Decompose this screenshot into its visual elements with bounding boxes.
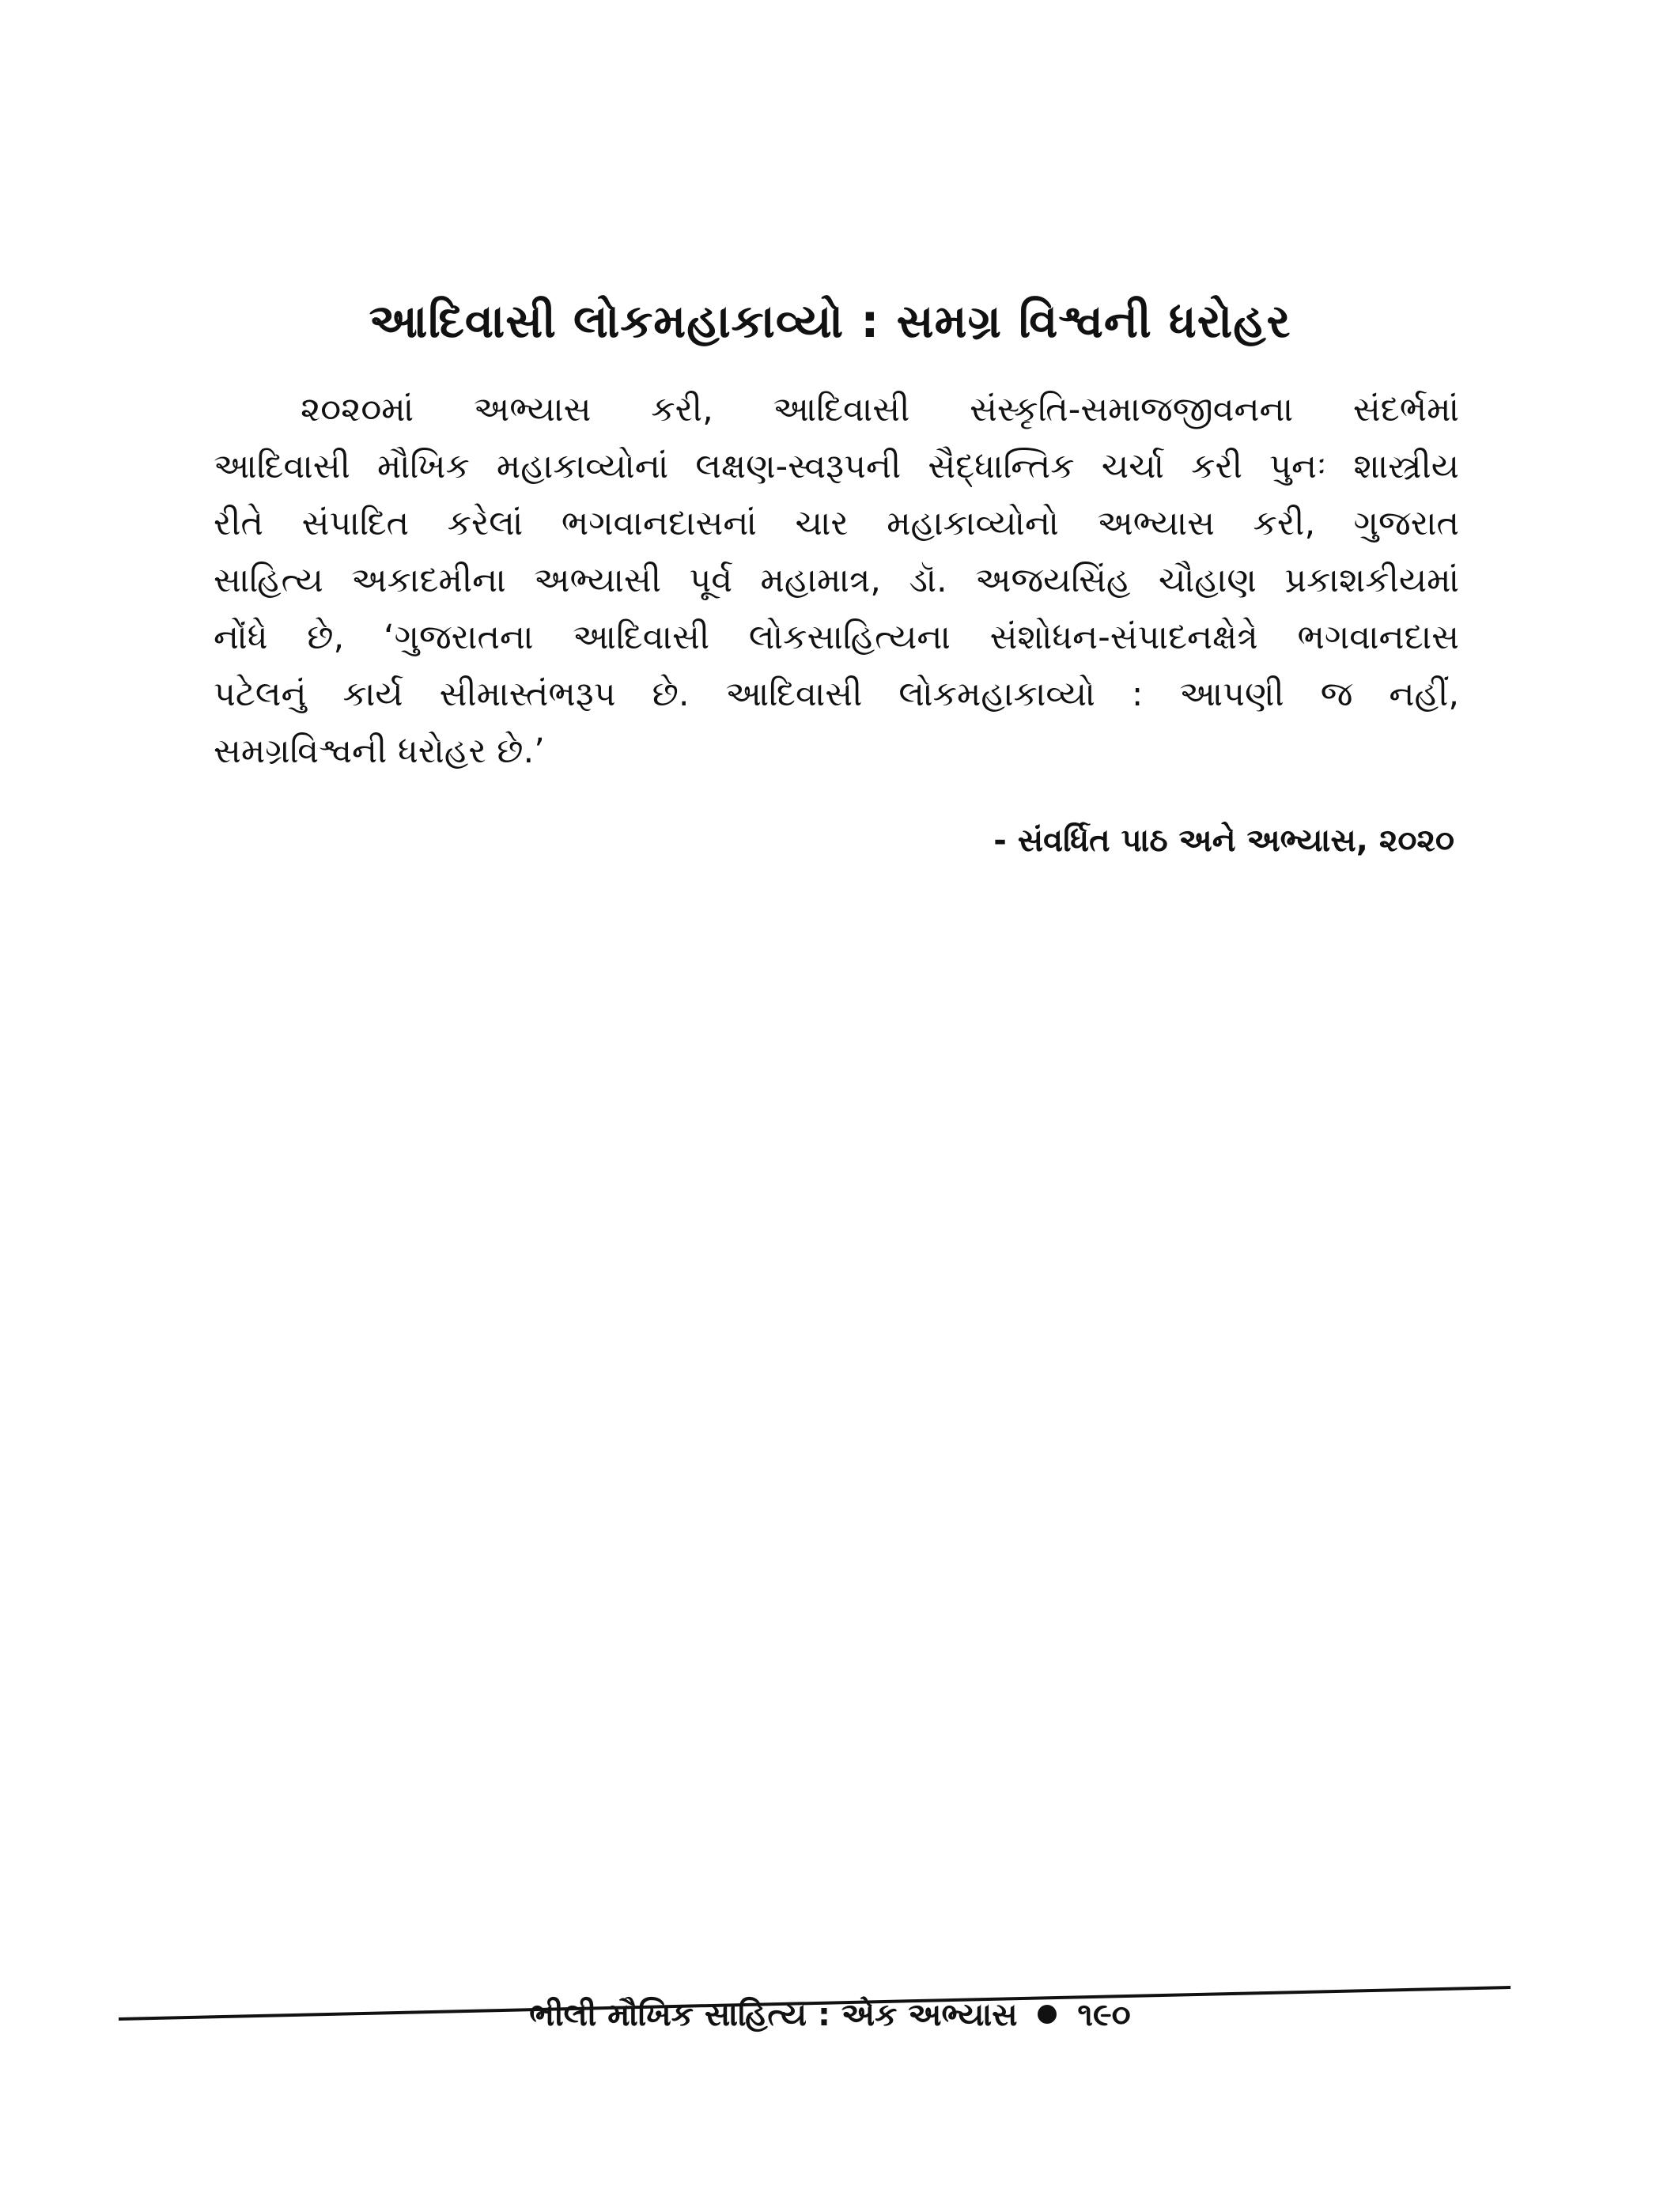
attribution: - સંવર્ધિત પાઠ અને અભ્યાસ, ૨૦૨૦ — [993, 822, 1454, 859]
paragraph-line: પટેલનું કાર્ય સીમાસ્તંભરૂપ છે. આદિવાસી લોકમહાકાવ્યો : આપણી જ નહીં, — [214, 675, 1459, 714]
paragraph-line: સાહિત્ય અકાદમીના અભ્યાસી પૂર્વ મહામાત્ર, ડૉ. અજયસિંહ ચૌહાણ પ્રકાશકીયમાં — [214, 561, 1459, 600]
paragraph-line: રીતે સંપાદિત કરેલાં ભગવાનદાસનાં ચાર મહાકાવ્યોનો અભ્યાસ કરી, ગુજરાત — [214, 504, 1459, 543]
bullet-icon — [1038, 2005, 1057, 2024]
page-title: આદિવાસી લોકમહાકાવ્યો : સમગ્ર વિશ્વની ધરોહર — [369, 294, 1291, 348]
page-footer — [0, 1997, 1660, 2033]
paragraph-line: સમગ્રવિશ્વની ધરોહર છે.’ — [214, 732, 545, 771]
page-number: ૧૯૦ — [1077, 1997, 1131, 2033]
body-paragraph — [214, 381, 1459, 780]
paragraph-line: નોંધે છે, ‘ગુજરાતના આદિવાસી લોકસાહિત્યના સંશોધન-સંપાદનક્ષેત્રે ભગવાનદાસ — [214, 618, 1459, 657]
paragraph-line: ૨૦૨૦માં અભ્યાસ કરી, આદિવાસી સંસ્કૃતિ-સમાજજીવનના સંદર્ભમાં — [301, 390, 1459, 429]
footer-book-title: ભીલી મૌખિક સાહિત્ય : એક અભ્યાસ — [529, 1997, 1018, 2033]
paragraph-line: આદિવાસી મૌખિક મહાકાવ્યોનાં લક્ષણ-સ્વરૂપની સૈદ્ધાન્તિક ચર્ચા કરી પુનઃ શાસ્ત્રીય — [214, 447, 1459, 486]
